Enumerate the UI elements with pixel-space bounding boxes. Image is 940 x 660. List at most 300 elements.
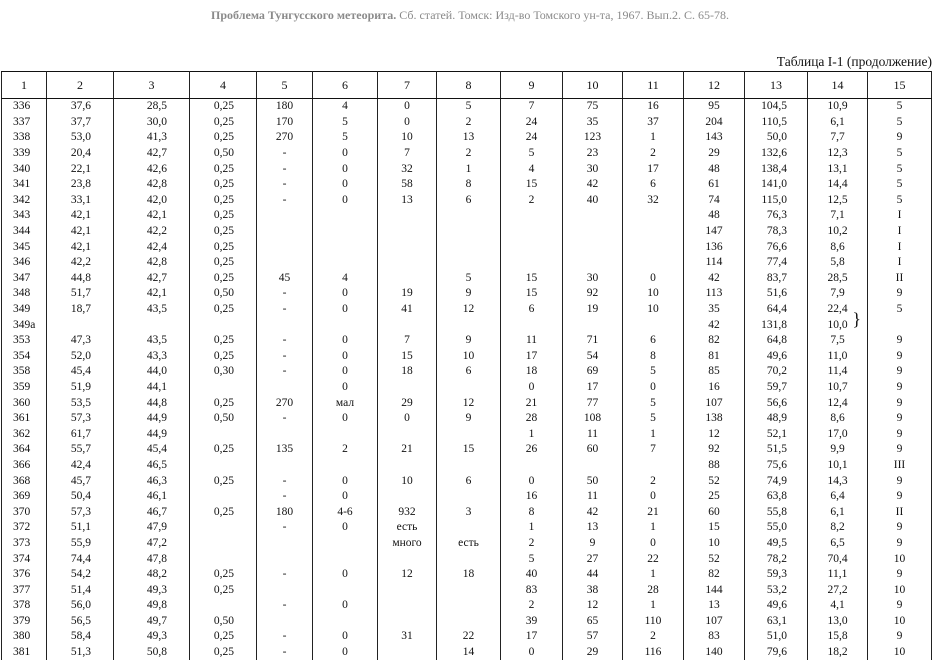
table-cell: 349	[2, 302, 47, 318]
table-cell: 9	[868, 489, 932, 505]
table-cell	[190, 520, 257, 536]
table-cell: 5	[501, 146, 563, 162]
table-cell: 108	[563, 411, 623, 427]
table-cell: 18,7	[47, 302, 114, 318]
table-cell	[190, 598, 257, 614]
table-cell: 9	[437, 286, 501, 302]
table-cell: 7,7	[808, 130, 868, 146]
table-cell: 9	[868, 598, 932, 614]
table-cell	[378, 489, 437, 505]
table-cell: 0	[313, 193, 378, 209]
table-cell	[868, 317, 932, 333]
table-cell	[313, 582, 378, 598]
table-cell: 83,7	[745, 271, 808, 287]
table-cell: 69	[563, 364, 623, 380]
table-cell: 77,4	[745, 255, 808, 271]
table-cell: 64,4	[745, 302, 808, 318]
table-cell: 48,9	[745, 411, 808, 427]
table-cell: 35	[563, 115, 623, 131]
table-cell: 932	[378, 504, 437, 520]
table-cell: 45,4	[47, 364, 114, 380]
table-cell: -	[257, 598, 313, 614]
table-cell: 76,3	[745, 208, 808, 224]
table-cell: 51,9	[47, 380, 114, 396]
table-cell: 0,25	[190, 161, 257, 177]
table-cell	[257, 239, 313, 255]
table-cell	[437, 520, 501, 536]
table-cell: 26	[501, 442, 563, 458]
table-cell: 5	[868, 177, 932, 193]
table-row	[2, 411, 932, 427]
table-cell: 49,6	[745, 598, 808, 614]
table-cell: -	[257, 286, 313, 302]
table-cell: 138,4	[745, 161, 808, 177]
table-cell: -	[257, 333, 313, 349]
table-cell: 42,1	[47, 208, 114, 224]
table-cell: 359	[2, 380, 47, 396]
table-cell: 5,8	[808, 255, 868, 271]
table-cell: 6,1	[808, 115, 868, 131]
table-cell: 0	[378, 411, 437, 427]
table-cell: 379	[2, 614, 47, 630]
table-cell: 57,3	[47, 504, 114, 520]
table-cell: 9	[563, 536, 623, 552]
table-cell	[378, 426, 437, 442]
table-cell: 42,6	[114, 161, 190, 177]
table-cell: 11	[563, 426, 623, 442]
table-cell: 56,0	[47, 598, 114, 614]
table-cell: 10	[684, 536, 745, 552]
column-header: 7	[378, 72, 437, 99]
table-cell: 76,6	[745, 239, 808, 255]
table-cell	[257, 255, 313, 271]
table-cell: 92	[684, 442, 745, 458]
table-cell: 0	[313, 302, 378, 318]
table-cell: 2	[501, 598, 563, 614]
table-cell	[190, 317, 257, 333]
table-cell: 42,8	[114, 177, 190, 193]
table-cell: -	[257, 349, 313, 365]
table-cell: 42	[563, 504, 623, 520]
table-cell: 374	[2, 551, 47, 567]
table-cell	[378, 208, 437, 224]
table-cell: есть	[378, 520, 437, 536]
table-row	[2, 146, 932, 162]
table-cell: 32	[623, 193, 684, 209]
table-cell: 42,7	[114, 271, 190, 287]
table-cell: 0	[623, 380, 684, 396]
table-cell: 366	[2, 458, 47, 474]
table-cell: 83	[501, 582, 563, 598]
column-header: 6	[313, 72, 378, 99]
table-row	[2, 520, 932, 536]
table-cell: 0,25	[190, 208, 257, 224]
table-cell	[378, 380, 437, 396]
table-cell: 83	[684, 629, 745, 645]
data-table	[1, 71, 932, 660]
table-cell	[563, 208, 623, 224]
table-cell: 343	[2, 208, 47, 224]
table-cell: 46,7	[114, 504, 190, 520]
table-cell: 41	[378, 302, 437, 318]
table-row	[2, 255, 932, 271]
table-cell: 15	[501, 271, 563, 287]
table-cell: 138	[684, 411, 745, 427]
table-cell: 348	[2, 286, 47, 302]
table-cell	[501, 255, 563, 271]
table-cell	[378, 598, 437, 614]
table-cell: 6	[437, 193, 501, 209]
table-cell: 270	[257, 395, 313, 411]
table-cell: 10	[623, 302, 684, 318]
table-cell	[437, 614, 501, 630]
table-cell: 0	[501, 473, 563, 489]
table-cell: 15	[437, 442, 501, 458]
table-cell: 51,6	[745, 286, 808, 302]
table-cell: 5	[501, 551, 563, 567]
column-header: 12	[684, 72, 745, 99]
table-cell: 44,8	[114, 395, 190, 411]
table-cell: 49,5	[745, 536, 808, 552]
table-row	[2, 99, 932, 115]
table-cell: 16	[623, 99, 684, 115]
table-cell: II	[868, 504, 932, 520]
table-cell: 48,2	[114, 567, 190, 583]
table-cell: -	[257, 567, 313, 583]
table-cell	[313, 224, 378, 240]
table-cell: 42	[684, 271, 745, 287]
table-cell: 8,6	[808, 411, 868, 427]
table-cell: 0,25	[190, 504, 257, 520]
table-cell: 42,2	[47, 255, 114, 271]
column-header: 2	[47, 72, 114, 99]
table-cell: 9	[868, 364, 932, 380]
table-cell: 71	[563, 333, 623, 349]
table-cell	[563, 224, 623, 240]
table-cell	[378, 271, 437, 287]
table-cell: 40	[563, 193, 623, 209]
table-cell	[437, 458, 501, 474]
table-row	[2, 536, 932, 552]
table-cell: 5	[623, 411, 684, 427]
table-cell: 51,3	[47, 645, 114, 660]
table-cell: 2	[623, 629, 684, 645]
table-cell: 42	[684, 317, 745, 333]
table-cell	[378, 614, 437, 630]
table-cell	[313, 614, 378, 630]
table-cell	[563, 239, 623, 255]
table-cell: 347	[2, 271, 47, 287]
table-cell	[437, 224, 501, 240]
table-cell: 9	[868, 629, 932, 645]
table-cell: 12	[684, 426, 745, 442]
table-cell: -	[257, 520, 313, 536]
table-cell: 40	[501, 567, 563, 583]
table-cell: 6	[501, 302, 563, 318]
table-cell: 9,9	[808, 442, 868, 458]
table-cell: 12,4	[808, 395, 868, 411]
column-header: 5	[257, 72, 313, 99]
table-cell: 136	[684, 239, 745, 255]
table-cell: 46,5	[114, 458, 190, 474]
table-cell: 180	[257, 504, 313, 520]
table-cell: 54,2	[47, 567, 114, 583]
table-row	[2, 582, 932, 598]
table-cell: 16	[684, 380, 745, 396]
table-cell: 113	[684, 286, 745, 302]
table-cell: 42,2	[114, 224, 190, 240]
table-cell: 0	[378, 99, 437, 115]
table-cell: 5	[868, 115, 932, 131]
table-cell	[378, 458, 437, 474]
table-row	[2, 317, 932, 333]
table-cell: 6,5	[808, 536, 868, 552]
table-cell: 22,1	[47, 161, 114, 177]
table-cell	[501, 317, 563, 333]
table-cell	[257, 208, 313, 224]
table-cell: 6,1	[808, 504, 868, 520]
table-cell: 9	[868, 349, 932, 365]
brace-glyph: }	[852, 311, 861, 327]
table-cell: -	[257, 489, 313, 505]
table-row	[2, 115, 932, 131]
table-cell: 56,5	[47, 614, 114, 630]
table-cell: 10	[868, 551, 932, 567]
table-cell: 0,25	[190, 224, 257, 240]
table-cell	[437, 551, 501, 567]
table-cell: 51,5	[745, 442, 808, 458]
table-cell: 74	[684, 193, 745, 209]
table-cell: 2	[501, 536, 563, 552]
table-cell: 57,3	[47, 411, 114, 427]
table-cell: 4,1	[808, 598, 868, 614]
table-cell: 0,25	[190, 177, 257, 193]
table-cell: 270	[257, 130, 313, 146]
table-cell: 339	[2, 146, 47, 162]
table-cell	[501, 239, 563, 255]
table-cell: 11	[563, 489, 623, 505]
table-row	[2, 458, 932, 474]
table-cell: 44	[563, 567, 623, 583]
table-cell: 0	[313, 349, 378, 365]
table-cell: 11,4	[808, 364, 868, 380]
table-cell: 15	[684, 520, 745, 536]
table-cell: 65	[563, 614, 623, 630]
table-cell	[501, 224, 563, 240]
table-cell: 49,7	[114, 614, 190, 630]
table-cell	[257, 317, 313, 333]
table-cell: 0	[313, 161, 378, 177]
table-body	[2, 99, 932, 660]
table-cell: 10,9	[808, 99, 868, 115]
table-cell: 44,9	[114, 411, 190, 427]
table-cell	[313, 458, 378, 474]
table-cell: 0	[501, 645, 563, 660]
table-cell: 370	[2, 504, 47, 520]
table-cell: 43,5	[114, 302, 190, 318]
table-cell: 85	[684, 364, 745, 380]
table-cell: 19	[563, 302, 623, 318]
table-cell: I	[868, 239, 932, 255]
table-cell: 10	[868, 645, 932, 660]
table-cell: 4	[313, 271, 378, 287]
table-cell: 10	[378, 130, 437, 146]
table-cell: 47,2	[114, 536, 190, 552]
table-cell: 79,6	[745, 645, 808, 660]
table-cell: 170	[257, 115, 313, 131]
table-cell: 0,25	[190, 473, 257, 489]
table-cell	[47, 317, 114, 333]
table-cell: 7	[378, 146, 437, 162]
table-cell: 0	[313, 146, 378, 162]
table-cell: 10	[868, 582, 932, 598]
table-cell	[623, 458, 684, 474]
table-cell: 1	[623, 426, 684, 442]
table-cell: 22	[623, 551, 684, 567]
table-cell: 17,0	[808, 426, 868, 442]
table-cell: 4-6	[313, 504, 378, 520]
table-cell: I	[868, 255, 932, 271]
table-cell: 104,5	[745, 99, 808, 115]
table-cell: 82	[684, 567, 745, 583]
table-cell: 10	[623, 286, 684, 302]
table-cell: 4	[313, 99, 378, 115]
table-cell: 0	[313, 489, 378, 505]
table-cell	[378, 255, 437, 271]
table-cell: 360	[2, 395, 47, 411]
table-cell: 55,7	[47, 442, 114, 458]
table-cell: 14,3	[808, 473, 868, 489]
table-cell: 0,25	[190, 645, 257, 660]
table-cell: 45	[257, 271, 313, 287]
table-cell: -	[257, 645, 313, 660]
table-header	[2, 72, 932, 99]
table-cell: 0,25	[190, 130, 257, 146]
table-cell: 46,3	[114, 473, 190, 489]
table-cell: 82	[684, 333, 745, 349]
table-cell: 9	[437, 411, 501, 427]
table-cell: 19	[378, 286, 437, 302]
table-cell: 50,8	[114, 645, 190, 660]
table-cell: 0,25	[190, 349, 257, 365]
table-cell: 52,1	[745, 426, 808, 442]
table-cell: 123	[563, 130, 623, 146]
table-cell	[501, 458, 563, 474]
column-header: 1	[2, 72, 47, 99]
column-header: 15	[868, 72, 932, 99]
table-cell: 55,8	[745, 504, 808, 520]
table-row	[2, 302, 932, 318]
table-cell: 39	[501, 614, 563, 630]
table-cell: 52	[684, 473, 745, 489]
table-cell: 110,5	[745, 115, 808, 131]
table-cell: 27	[563, 551, 623, 567]
table-cell: 6	[437, 364, 501, 380]
table-cell	[437, 239, 501, 255]
table-cell: 22	[437, 629, 501, 645]
table-cell: 88	[684, 458, 745, 474]
table-cell: 12	[437, 395, 501, 411]
table-cell: 368	[2, 473, 47, 489]
table-cell: 9	[868, 395, 932, 411]
table-cell: 42,1	[47, 224, 114, 240]
table-row	[2, 473, 932, 489]
table-cell: 144	[684, 582, 745, 598]
table-cell: 17	[501, 629, 563, 645]
table-cell: 107	[684, 614, 745, 630]
table-row	[2, 349, 932, 365]
table-cell: 0,50	[190, 146, 257, 162]
table-cell: 1	[623, 520, 684, 536]
table-cell: 63,1	[745, 614, 808, 630]
table-cell: 61	[684, 177, 745, 193]
table-cell: 12	[563, 598, 623, 614]
table-cell: -	[257, 364, 313, 380]
table-cell: 61,7	[47, 426, 114, 442]
table-cell: 1	[623, 130, 684, 146]
table-row	[2, 504, 932, 520]
table-cell: 7	[501, 99, 563, 115]
table-row	[2, 598, 932, 614]
table-cell	[623, 208, 684, 224]
table-cell: 55,0	[745, 520, 808, 536]
table-cell: 22,4 }	[808, 302, 868, 318]
table-cell: 63,8	[745, 489, 808, 505]
column-header: 3	[114, 72, 190, 99]
column-header: 8	[437, 72, 501, 99]
table-row	[2, 271, 932, 287]
table-cell: 10	[868, 614, 932, 630]
table-cell: 131,8	[745, 317, 808, 333]
table-cell	[623, 239, 684, 255]
table-cell: 30	[563, 161, 623, 177]
table-cell	[563, 255, 623, 271]
table-row	[2, 380, 932, 396]
table-cell: 18	[378, 364, 437, 380]
table-cell: 110	[623, 614, 684, 630]
table-cell: 15,8	[808, 629, 868, 645]
column-header: 13	[745, 72, 808, 99]
table-cell: 51,7	[47, 286, 114, 302]
table-cell: 5	[623, 395, 684, 411]
table-cell: 37,6	[47, 99, 114, 115]
table-cell	[190, 426, 257, 442]
table-cell	[114, 317, 190, 333]
table-cell: 0,25	[190, 629, 257, 645]
table-cell	[437, 208, 501, 224]
table-cell: 0,25	[190, 567, 257, 583]
table-cell: 0,25	[190, 115, 257, 131]
table-cell: 0,50	[190, 614, 257, 630]
table-cell: 0	[313, 520, 378, 536]
table-cell: 2	[437, 146, 501, 162]
table-cell: 60	[563, 442, 623, 458]
table-cell: 30,0	[114, 115, 190, 131]
table-cell: 0	[313, 364, 378, 380]
table-cell: 28,5	[808, 271, 868, 287]
table-cell: 0	[378, 115, 437, 131]
table-cell: 42,1	[114, 286, 190, 302]
header-row	[2, 72, 932, 99]
table-cell: 361	[2, 411, 47, 427]
table-cell: 204	[684, 115, 745, 131]
table-cell: 47,3	[47, 333, 114, 349]
table-cell: 336	[2, 99, 47, 115]
table-row	[2, 567, 932, 583]
table-cell: 116	[623, 645, 684, 660]
table-cell: 7	[378, 333, 437, 349]
table-cell: 60	[684, 504, 745, 520]
